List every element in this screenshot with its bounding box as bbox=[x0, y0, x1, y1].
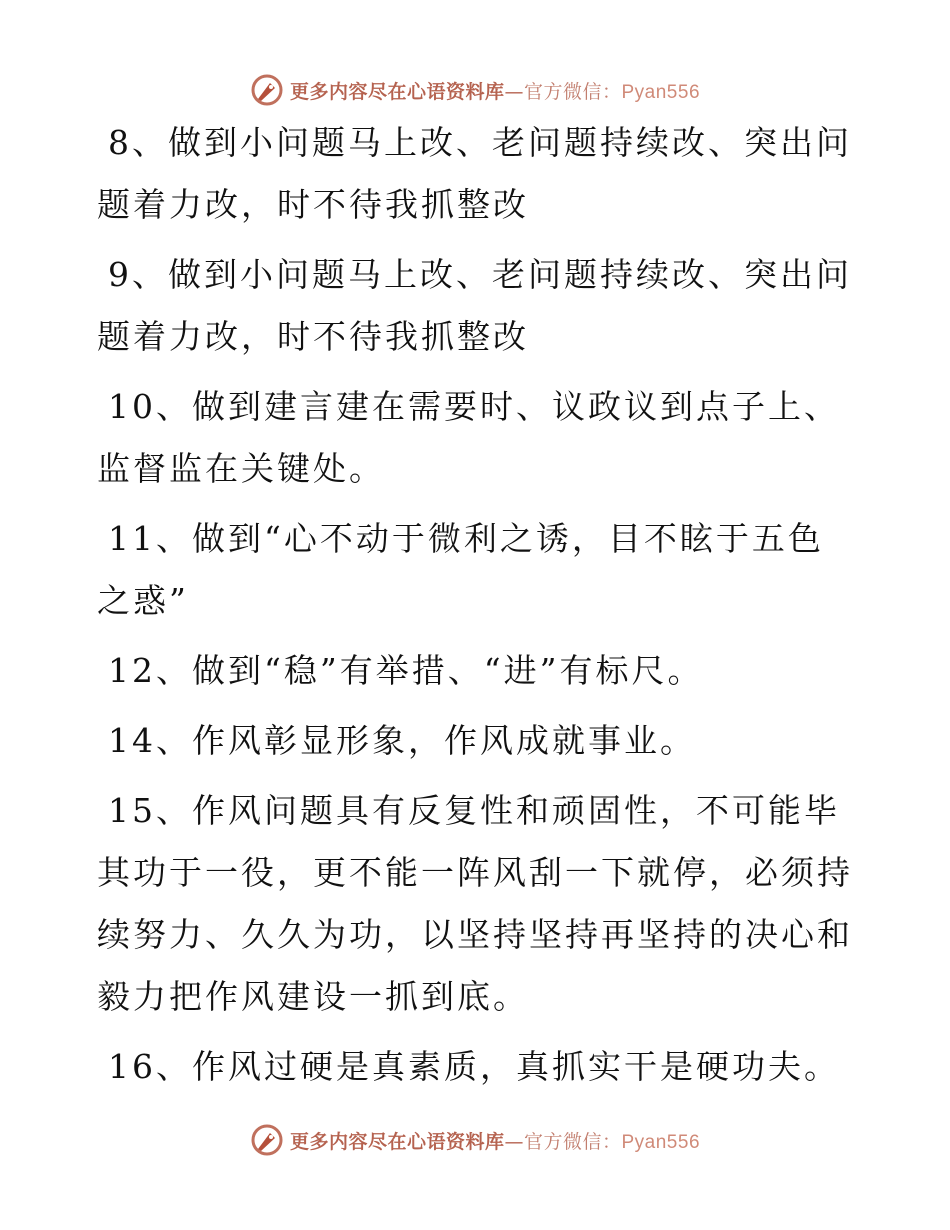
watermark-text bbox=[290, 1127, 700, 1154]
watermark-id: Pyan556 bbox=[621, 1131, 701, 1153]
paragraph-15: 15、作风问题具有反复性和顽固性，不可能毕其功于一役，更不能一阵风刮一下就停，必须持续努力、久久为功，以坚持坚持再坚持的决心和毅力把作风建设一抓到底。 bbox=[97, 791, 853, 1016]
pen-nib-logo-icon bbox=[250, 1123, 284, 1157]
watermark-text bbox=[290, 77, 700, 104]
watermark-id: Pyan556 bbox=[621, 81, 701, 103]
watermark-separator: — bbox=[504, 1130, 524, 1153]
watermark-sub: 官方微信： bbox=[523, 1130, 622, 1153]
paragraph-8: 8、做到小问题马上改、老问题持续改、突出问题着力改，时不待我抓整改 bbox=[97, 123, 852, 224]
watermark-sub: 官方微信： bbox=[523, 80, 622, 103]
watermark-main: 更多内容尽在心语资料库 bbox=[289, 1130, 505, 1153]
paragraph-16: 16、作风过硬是真素质，真抓实干是硬功夫。 bbox=[108, 1047, 840, 1086]
paragraph-9: 9、做到小问题马上改、老问题持续改、突出问题着力改，时不待我抓整改 bbox=[97, 255, 852, 356]
document-body bbox=[97, 112, 857, 1106]
pen-nib-logo-icon bbox=[250, 73, 284, 107]
paragraph-12: 12、做到“稳”有举措、“进”有标尺。 bbox=[108, 651, 704, 690]
paragraph-11: 11、做到“心不动于微利之诱，目不眩于五色之惑” bbox=[97, 519, 824, 620]
header-watermark bbox=[0, 70, 950, 110]
paragraph-10: 10、做到建言建在需要时、议政议到点子上、监督监在关键处。 bbox=[97, 387, 840, 488]
watermark-separator: — bbox=[504, 80, 524, 103]
paragraph-14: 14、作风彰显形象，作风成就事业。 bbox=[108, 721, 696, 760]
footer-watermark bbox=[0, 1120, 950, 1160]
watermark-main: 更多内容尽在心语资料库 bbox=[289, 80, 505, 103]
